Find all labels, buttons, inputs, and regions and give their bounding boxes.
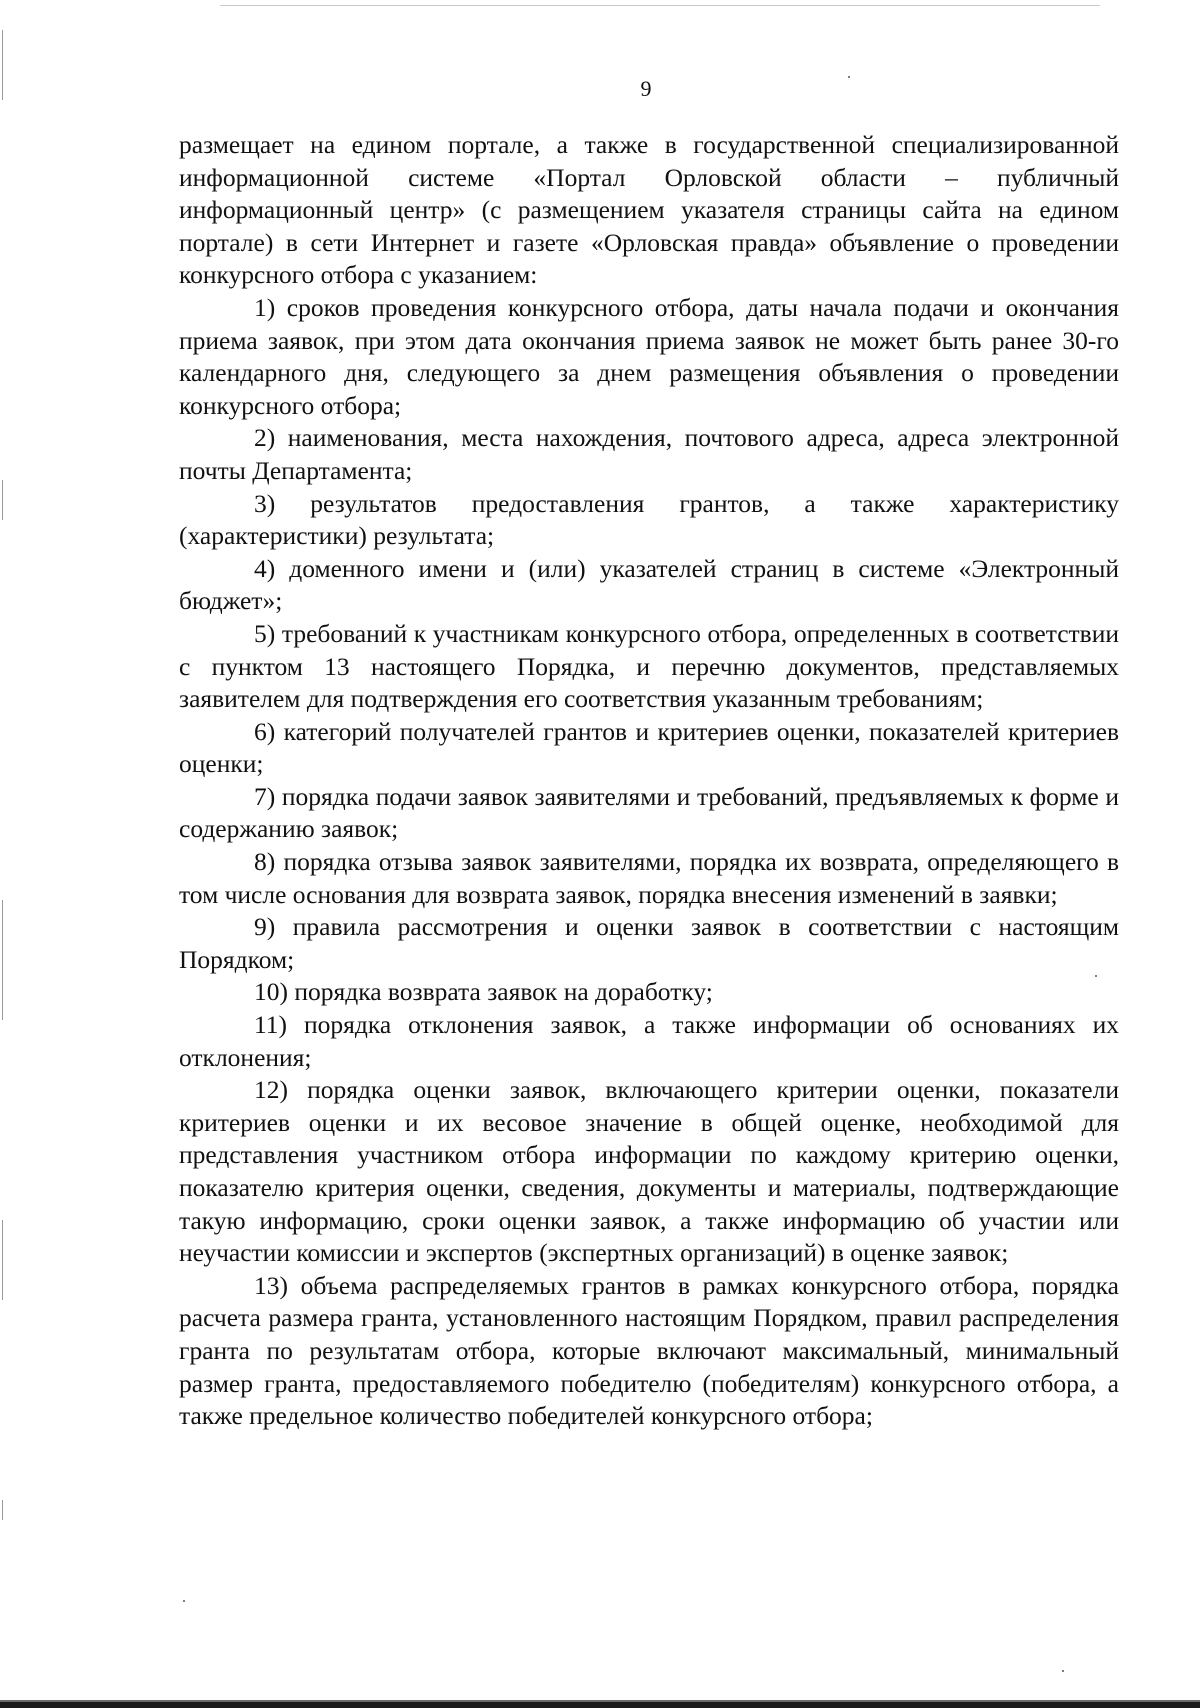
list-item: 1) сроков проведения конкурсного отбора, даты начала подачи и окончания приема заявок, при этом дата окончания приема заявок не может быть ранее 30-го календарного дня, следующего за днем размещения объявления о проведении конкурсного отбора;	[179, 292, 1119, 420]
list-item: 5) требований к участникам конкурсного отбора, определенных в соответствии с пунктом 13 настоящего Порядка, и перечню документов, представляемых заявителем для подтверждения его соответствия указанным требованиям;	[179, 618, 1119, 714]
lead-paragraph: размещает на едином портале, а также в государственной специализированной информационной системе «Портал Орловской области – публичный информационный центр» (с размещением указателя страницы сайта на едином портале) в сети Интернет и газете «Орловская правда» объявление о проведении конкурсного отбора с указанием:	[179, 130, 1119, 290]
list-item: 3) результатов предоставления грантов, а также характеристику (характеристики) результата;	[179, 488, 1119, 551]
list-item: 11) порядка отклонения заявок, а также информации об основаниях их отклонения;	[179, 1010, 1119, 1072]
list-item: 13) объема распределяемых грантов в рамках конкурсного отбора, порядка расчета размера гранта, установленного настоящим Порядком, правил распределения гранта по результатам отбора, которые включают максимальный, минимальный размер гранта, предоставляемого победителю (победителям) конкурсного отбора, а также предельное количество победителей конкурсного отбора;	[179, 1270, 1119, 1431]
list-item: 12) порядка оценки заявок, включающего критерии оценки, показатели критериев оценки и их весовое значение в общей оценке, необходимой для представления участником отбора информации по каждому критерию оценки, показателю критерия оценки, сведения, документы и материалы, подтверждающие такую информацию, сроки оценки заявок, а также информацию об участии или неучастии комиссии и экспертов (экспертных организаций) в оценке заявок;	[179, 1075, 1119, 1268]
list-item: 6) категорий получателей грантов и критериев оценки, показателей критериев оценки;	[179, 716, 1119, 779]
scan-speck	[183, 1600, 185, 1602]
list-item: 8) порядка отзыва заявок заявителями, порядка их возврата, определяющего в том числе основания для возврата заявок, порядка внесения изменений в заявки;	[179, 847, 1119, 909]
list-item: 7) порядка подачи заявок заявителями и требований, предъявляемых к форме и содержанию заявок;	[179, 781, 1119, 844]
scan-left-edge-mark	[2, 1220, 3, 1300]
scan-bottom-edge	[0, 1702, 1200, 1708]
list-item: 2) наименования, места нахождения, почтового адреса, адреса электронной почты Департамента;	[179, 423, 1119, 485]
page-number: 9	[640, 76, 652, 101]
list-item: 9) правила рассмотрения и оценки заявок в соответствии с настоящим Порядком;	[179, 912, 1119, 974]
scan-left-edge-mark	[2, 1500, 3, 1520]
list-item: 10) порядка возврата заявок на доработку;	[254, 977, 713, 1007]
scan-left-edge-mark	[2, 480, 3, 520]
scan-top-edge	[220, 5, 1100, 6]
scan-speck	[1062, 1670, 1064, 1672]
list-item: 4) доменного имени и (или) указателей страниц в системе «Электронный бюджет»;	[179, 553, 1119, 616]
document-body	[179, 129, 1119, 1433]
scan-left-edge-mark	[2, 900, 3, 1020]
